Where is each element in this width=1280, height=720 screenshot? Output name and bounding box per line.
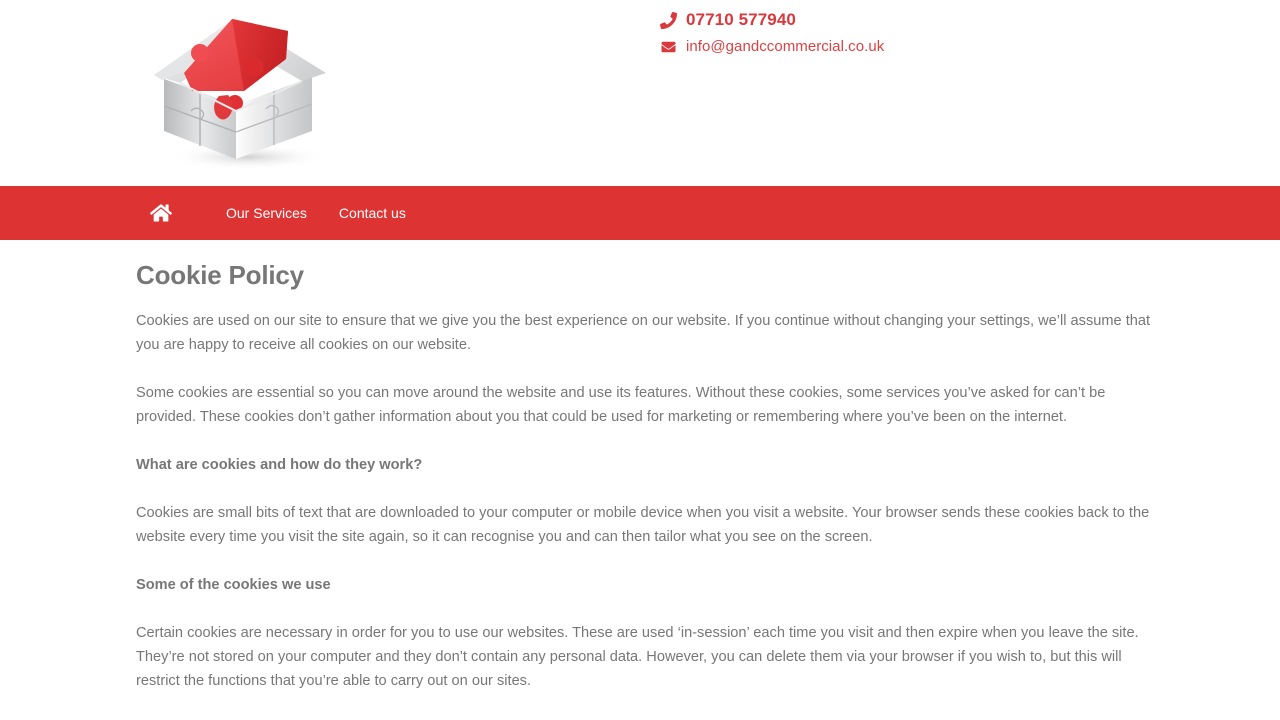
sidebar-item-home[interactable]: [136, 186, 188, 240]
main-content: [128, 260, 1152, 693]
site-logo[interactable]: [128, 0, 640, 186]
contact-email[interactable]: [660, 38, 1152, 56]
sidebar-item-our-services[interactable]: Our Services: [226, 205, 307, 221]
nav-spacer: [188, 213, 210, 214]
header-inner: [128, 0, 1152, 186]
header-contact-block: [640, 0, 1152, 56]
nav-inner: [128, 186, 1152, 240]
policy-paragraph: Cookies are small bits of text that are downloaded to your computer or mobile device when you visit a website. Your browser sends these cookies back to the website every time you visit the site again, so it can recognise you and can then tailor what you see on the screen.: [136, 505, 1150, 545]
policy-paragraph: Certain cookies are necessary in order for you to use our websites. These are used ‘in-session’ each time you visit and then expire when you leave the site. They’re not stored on your computer and they don’t contain any personal data. However, you can delete them via your browser if you wish to, but this will restrict the functions that you’re able to carry out on our sites.: [136, 625, 1139, 689]
home-icon: [150, 203, 172, 223]
policy-paragraph: Cookies are used on our site to ensure that we give you the best experience on our website. If you continue without changing your settings, we’ll assume that you are happy to receive all cookies on our website.: [136, 313, 1151, 353]
policy-subheading: What are cookies and how do they work?: [136, 457, 423, 473]
site-header: [0, 0, 1280, 186]
policy-paragraph: Some cookies are essential so you can move around the website and use its features. Without these cookies, some services you’ve asked for can’t be provided. These cookies don’t gather information about you that could be used for marketing or remembering where you’ve been on the internet.: [136, 385, 1106, 425]
sidebar-item-contact-us[interactable]: Contact us: [338, 205, 406, 221]
puzzle-house-logo-icon: [136, 7, 352, 179]
phone-icon: [660, 12, 677, 29]
policy-subheading: Some of the cookies we use: [136, 577, 331, 593]
email-address-link[interactable]: info@gandccommercial.co.uk: [686, 38, 885, 56]
main-navigation-bar: [0, 186, 1280, 240]
envelope-icon: [660, 39, 677, 56]
page-title: Cookie Policy: [136, 260, 304, 290]
contact-phone[interactable]: [660, 10, 1152, 30]
phone-number: 07710 577940: [686, 10, 796, 29]
